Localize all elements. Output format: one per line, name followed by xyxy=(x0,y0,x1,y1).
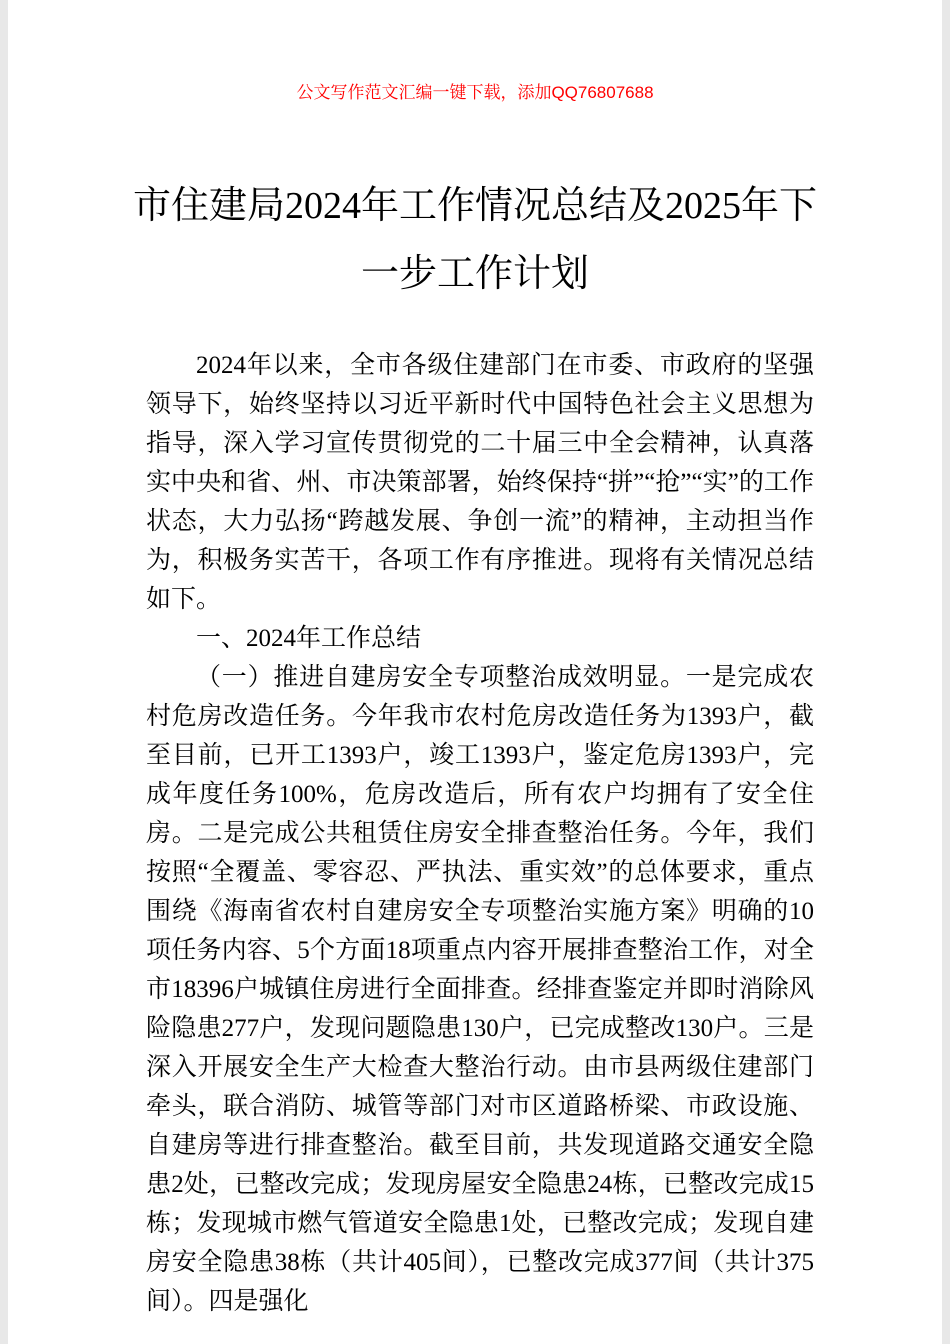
document-body xyxy=(146,346,814,1321)
paragraph-section-one: （一）推进自建房安全专项整治成效明显。一是完成农村危房改造任务。今年我市农村危房改造任务为1393户，截至目前，已开工1393户，竣工1393户，鉴定危房1393户，完成年度任务100%，危房改造后，所有农户均拥有了安全住房。二是完成公共租赁住房安全排查整治任务。今年，我们按照“全覆盖、零容忍、严执法、重实效”的总体要求，重点围绕《海南省农村自建房安全专项整治实施方案》明确的10项任务内容、5个方面18项重点内容开展排查整治工作，对全市18396户城镇住房进行全面排查。经排查鉴定并即时消除风险隐患277户，发现问题隐患130户，已完成整改130户。三是深入开展安全生产大检查大整治行动。由市县两级住建部门牵头，联合消防、城管等部门对市区道路桥梁、市政设施、自建房等进行排查整治。截至目前，共发现道路交通安全隐患2处，已整改完成；发现房屋安全隐患24栋，已整改完成15栋；发现城市燃气管道安全隐患1处，已整改完成；发现自建房安全隐患38栋（共计405间），已整改完成377间（共计375间）。四是强化 xyxy=(146,664,814,1315)
document-title: 市住建局2024年工作情况总结及2025年下一步工作计划 xyxy=(132,185,817,295)
section-heading-2024-summary: 一、2024年工作总结 xyxy=(196,625,422,652)
paragraph-intro: 2024年以来，全市各级住建部门在市委、市政府的坚强领导下，始终坚持以习近平新时代中国特色社会主义思想为指导，深入学习宣传贯彻党的二十届三中全会精神，认真落实中央和省、州、市决策部署，始终保持“拼”“抢”“实”的工作状态，大力弘扬“跨越发展、争创一流”的精神，主动担当作为，积极务实苦干，各项工作有序推进。现将有关情况总结如下。 xyxy=(146,352,814,613)
document-page xyxy=(8,0,942,1344)
promo-banner: 公文写作范文汇编一键下载，添加QQ76807688 xyxy=(296,83,654,102)
